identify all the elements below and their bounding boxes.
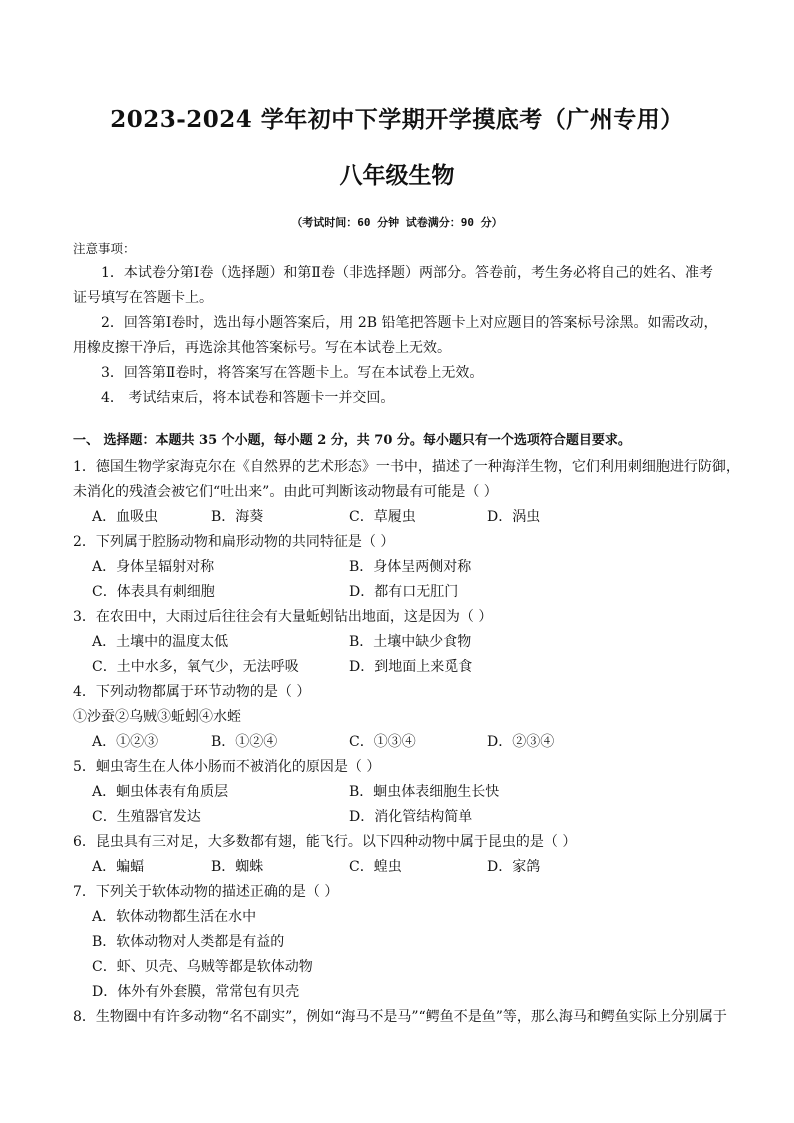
page-title: 2023-2024 学年初中下学期开学摸底考（广州专用）	[110, 106, 684, 133]
question-stem: 8．生物圈中有许多动物“名不副实”，例如“海马不是马”“鳄鱼不是鱼”等，那么海马和鳄鱼实际上分别属于	[73, 1009, 727, 1025]
option-c: C．虾、贝壳、乌贼等都是软体动物	[92, 959, 313, 975]
option-c: C．土中水多，氧气少，无法呼吸	[92, 659, 299, 675]
option-b: B．①②④	[211, 734, 278, 750]
note-item: 用橡皮擦干净后，再选涂其他答案标号。写在本试卷上无效。	[73, 340, 451, 356]
option-d: D．消化管结构简单	[349, 809, 473, 825]
question-stem: 未消化的残渣会被它们“吐出来”。由此可判断该动物最有可能是（ ）	[73, 484, 498, 500]
option-c: C．生殖器官发达	[92, 809, 201, 825]
option-b: B．身体呈两侧对称	[349, 559, 472, 575]
option-d: D．到地面上来觅食	[349, 659, 473, 675]
option-a: A．①②③	[92, 734, 159, 750]
page-subtitle: 八年级生物	[339, 162, 455, 189]
option-c: C．体表具有刺细胞	[92, 584, 215, 600]
question-stem: 4．下列动物都属于环节动物的是（ ）	[73, 684, 311, 700]
question-stem: 3．在农田中，大雨过后往往会有大量蚯蚓钻出地面，这是因为（ ）	[73, 609, 493, 625]
option-b: B．蛔虫体表细胞生长快	[349, 784, 500, 800]
option-a: A．土壤中的温度太低	[92, 634, 229, 650]
exam-info: （考试时间：60 分钟 试卷满分：90 分）	[291, 216, 503, 229]
option-d: D．都有口无肛门	[349, 584, 459, 600]
section-heading: 一、 选择题：本题共 35 个小题，每小题 2 分，共 70 分。每小题只有一个选项符合题目要求。	[73, 433, 631, 448]
option-a: A．蛔虫体表有角质层	[92, 784, 229, 800]
note-item: 3．回答第Ⅱ卷时，将答案写在答题卡上。写在本试卷上无效。	[101, 365, 484, 381]
option-d: D．体外有外套膜，常常包有贝壳	[92, 984, 300, 1000]
note-item: 2．回答第Ⅰ卷时，选出每小题答案后，用 2B 铅笔把答题卡上对应题目的答案标号涂黑。如需改动，	[101, 315, 718, 331]
note-item: 4． 考试结束后，将本试卷和答题卡一并交回。	[101, 390, 395, 406]
option-a: A．身体呈辐射对称	[92, 559, 215, 575]
option-c: C．草履虫	[349, 509, 416, 525]
option-d: D．涡虫	[487, 509, 541, 525]
option-a: A．软体动物都生活在水中	[92, 909, 257, 925]
note-item: 证号填写在答题卡上。	[73, 290, 213, 306]
option-b: B．蜘蛛	[211, 859, 264, 875]
question-stem: 7．下列关于软体动物的描述正确的是（ ）	[73, 884, 339, 900]
option-d: D．②③④	[487, 734, 555, 750]
question-stem: 2．下列属于腔肠动物和扁形动物的共同特征是（ ）	[73, 534, 395, 550]
question-stem: 1．德国生物学家海克尔在《自然界的艺术形态》一书中，描述了一种海洋生物，它们利用刺细胞进行防御，	[73, 459, 740, 475]
option-b: B．软体动物对人类都是有益的	[92, 934, 285, 950]
option-d: D．家鸽	[487, 859, 541, 875]
question-stem: 5．蛔虫寄生在人体小肠而不被消化的原因是（ ）	[73, 759, 381, 775]
question-stem: ①沙蚕②乌贼③蚯蚓④水蛭	[73, 709, 241, 725]
option-b: B．海葵	[211, 509, 264, 525]
question-stem: 6．昆虫具有三对足，大多数都有翅，能飞行。以下四种动物中属于昆虫的是（ ）	[73, 834, 577, 850]
note-item: 1．本试卷分第Ⅰ卷（选择题）和第Ⅱ卷（非选择题）两部分。答卷前，考生务必将自己的姓名、准考	[101, 265, 713, 281]
option-a: A．血吸虫	[92, 509, 159, 525]
option-a: A．蝙蝠	[92, 859, 145, 875]
option-c: C．蝗虫	[349, 859, 402, 875]
option-c: C．①③④	[349, 734, 416, 750]
option-b: B．土壤中缺少食物	[349, 634, 472, 650]
notes-heading: 注意事项：	[73, 241, 136, 256]
